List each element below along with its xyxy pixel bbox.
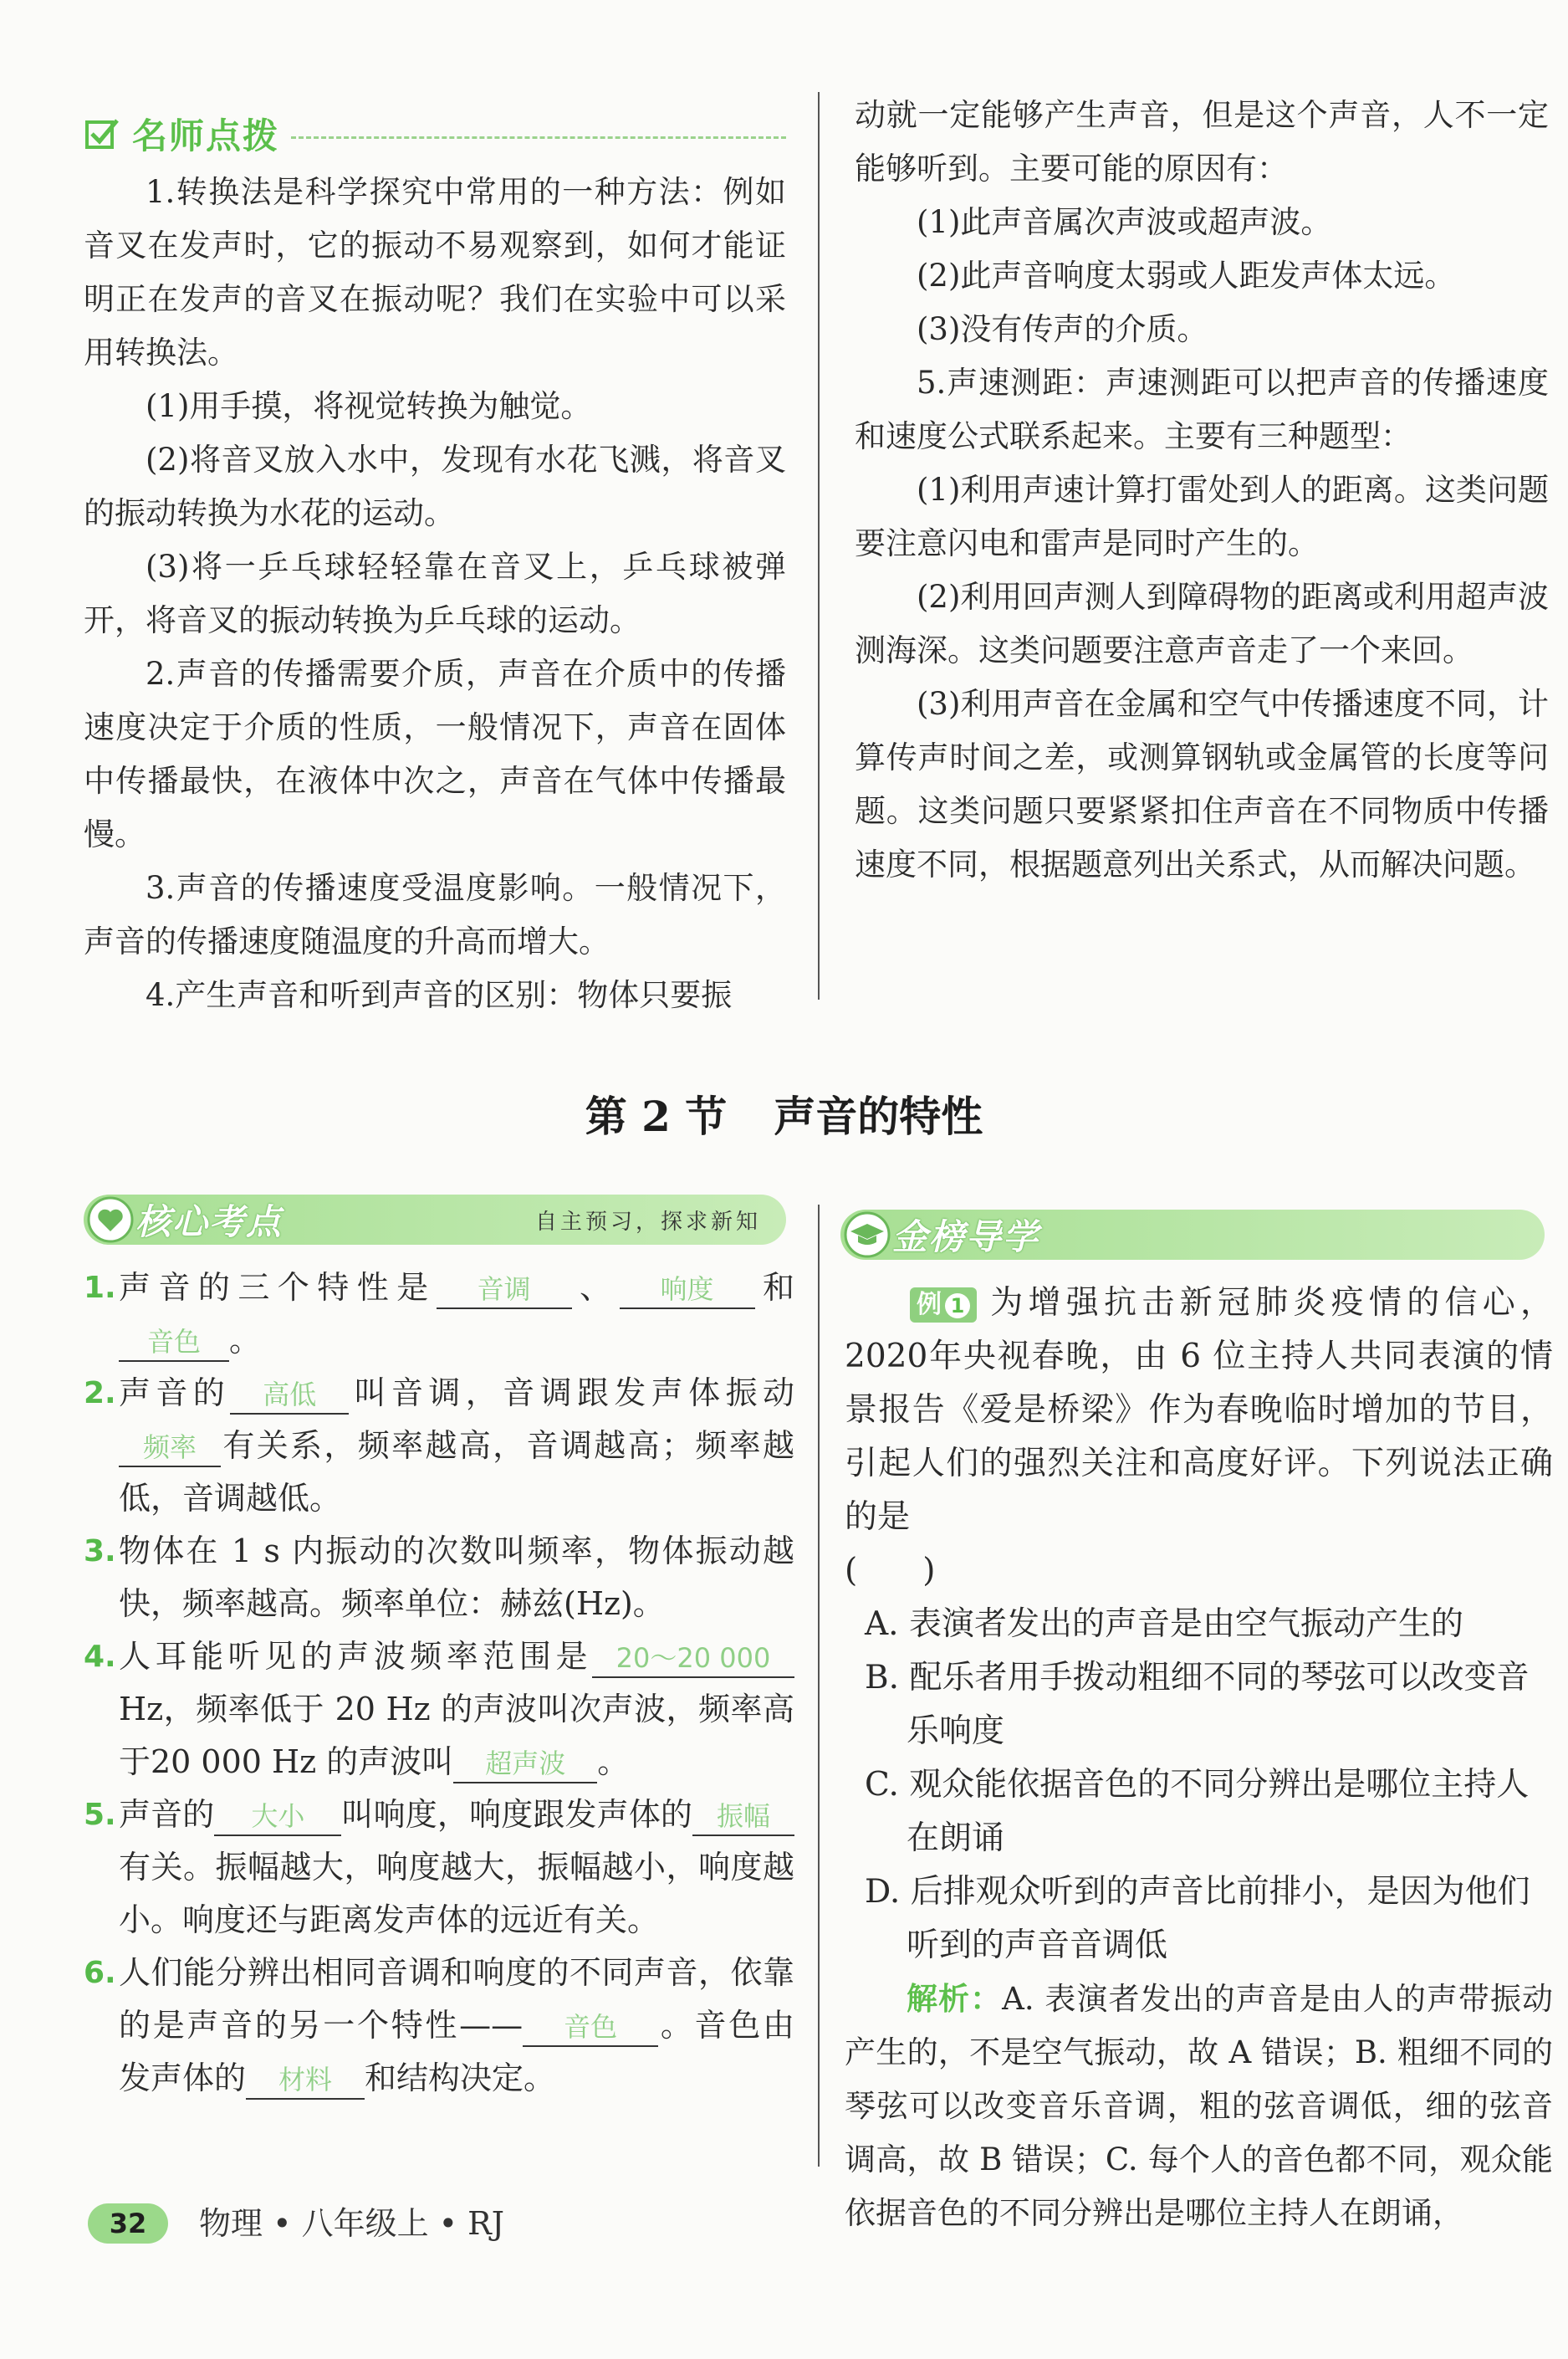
answer-paren: ( ) bbox=[845, 1552, 936, 1589]
footer-book-info: 物理 • 八年级上 • RJ bbox=[199, 2205, 504, 2242]
checkbox-icon bbox=[84, 115, 120, 152]
tips-paragraph: 3.声音的传播速度受温度影响。一般情况下，声音的传播速度随温度的升高而增大。 bbox=[84, 870, 786, 959]
core-subtitle: 自主预习，探求新知 bbox=[534, 1209, 761, 1235]
page-number: 32 bbox=[88, 2203, 168, 2244]
example-tag-label: 例 bbox=[917, 1290, 942, 1319]
answer-blank: 频率 bbox=[119, 1429, 221, 1467]
graduation-cap-icon bbox=[842, 1211, 892, 1258]
tips-paragraph: (3)利用声音在金属和空气中传播速度不同，计算传声时间之差，或测算钢轨或金属管的长度等问题。这类问题只要紧紧扣住声音在不同物质中传播速度不同，根据题意列出关系式，从而解决问题。 bbox=[855, 686, 1549, 883]
item-text: 物体在 1 s 内振动的次数叫频率，物体振动越快，频率越高。频率单位：赫兹(Hz)。 bbox=[119, 1533, 794, 1622]
tips-divider bbox=[291, 136, 786, 139]
item-text: 、 bbox=[571, 1269, 620, 1306]
list-item bbox=[84, 1788, 794, 1947]
guide-banner bbox=[840, 1210, 1545, 1260]
core-banner bbox=[84, 1195, 786, 1245]
tips-left-column bbox=[84, 166, 786, 1022]
core-list bbox=[84, 1261, 794, 2105]
item-text: 叫音调，音调跟发声体振动 bbox=[349, 1374, 794, 1411]
section-name: 声音的特性 bbox=[774, 1092, 983, 1141]
answer-blank: 响度 bbox=[620, 1271, 755, 1309]
analysis-label: 解析： bbox=[907, 1981, 1003, 2017]
tips-paragraph: (1)此声音属次声波或超声波。 bbox=[917, 204, 1332, 240]
list-item bbox=[84, 1261, 794, 1367]
answer-blank: 音色 bbox=[523, 2008, 658, 2047]
example-block bbox=[845, 1277, 1553, 2240]
item-number: 4. bbox=[84, 1640, 116, 1674]
tips-section bbox=[84, 109, 786, 1022]
tips-paragraph: (3)没有传声的介质。 bbox=[917, 311, 1208, 347]
tips-paragraph: 2.声音的传播需要介质，声音在介质中的传播速度决定于介质的性质，一般情况下，声音在固体中传播最快，在液体中次之，声音在气体中传播最慢。 bbox=[84, 656, 786, 852]
option-a: A. 表演者发出的声音是由空气振动产生的 bbox=[865, 1605, 1463, 1643]
item-number: 3. bbox=[84, 1534, 116, 1568]
item-text: 人们能分辨出相同音调和响度的不同声音，依靠的是声音的另一个特性—— bbox=[119, 1954, 794, 2044]
tips-paragraph: (2)利用回声测人到障碍物的距离或利用超声波测海深。这类问题要注意声音走了一个来回。 bbox=[855, 579, 1549, 668]
answer-blank: 音调 bbox=[437, 1271, 572, 1309]
section-title bbox=[0, 1083, 1568, 1144]
tips-paragraph: (1)用手摸，将视觉转换为触觉。 bbox=[146, 388, 592, 424]
analysis bbox=[845, 1973, 1553, 2240]
answer-blank: 20～20 000 bbox=[592, 1640, 794, 1678]
answer-blank: 材料 bbox=[246, 2061, 365, 2100]
item-text: Hz，频率低于 20 Hz 的声波叫次声波，频率高于20 000 Hz 的声波叫 bbox=[119, 1691, 794, 1780]
item-text: 。音色由发声体的 bbox=[119, 2007, 794, 2096]
heart-icon bbox=[85, 1196, 135, 1243]
question-text: 为增强抗击新冠肺炎疫情的信心，2020年央视春晚，由 6 位主持人共同表演的情景报告《爱是桥梁》作为春晚临时增加的节目，引起人们的强烈关注和高度好评。下列说法正确的是 bbox=[845, 1284, 1553, 1536]
tips-paragraph: (1)利用声速计算打雷处到人的距离。这类问题要注意闪电和雷声是同时产生的。 bbox=[855, 472, 1549, 561]
answer-blank: 超声波 bbox=[453, 1745, 597, 1783]
item-text: 声音的三个特性是 bbox=[119, 1269, 437, 1306]
tips-title: 名师点拨 bbox=[132, 115, 280, 156]
item-text: 。 bbox=[597, 1743, 630, 1780]
tips-paragraph: 4.产生声音和听到声音的区别：物体只要振 bbox=[146, 977, 733, 1013]
answer-blank: 高低 bbox=[230, 1376, 349, 1415]
list-item bbox=[84, 1367, 794, 1525]
column-divider-bottom bbox=[818, 1205, 820, 2167]
analysis-text: A. 表演者发出的声音是由人的声带振动产生的，不是空气振动，故 A 错误；B. 粗细不同的琴弦可以改变音乐音调，粗的弦音调低，细的弦音调高，故 B 错误；C. 每个人的音色都不同，观众能依据音色的不同分辨出是哪位主持人在朗诵， bbox=[845, 1981, 1553, 2231]
guide-title: 金榜导学 bbox=[892, 1216, 1040, 1257]
option-b: B. 配乐者用手拨动粗细不同的琴弦可以改变音乐响度 bbox=[865, 1659, 1530, 1750]
item-number: 1. bbox=[84, 1271, 116, 1305]
item-number: 6. bbox=[84, 1956, 116, 1990]
tips-paragraph: (2)将音叉放入水中，发现有水花飞溅，将音叉的振动转换为水花的运动。 bbox=[84, 442, 786, 531]
core-title: 核心考点 bbox=[135, 1201, 283, 1242]
example-tag bbox=[910, 1287, 977, 1323]
tips-paragraph: 1.转换法是科学探究中常用的一种方法：例如音叉在发声时，它的振动不易观察到，如何才能证明正在发声的音叉在振动呢？我们在实验中可以采用转换法。 bbox=[84, 174, 786, 371]
item-text: 和结构决定。 bbox=[365, 2060, 556, 2096]
list-item bbox=[84, 1630, 794, 1788]
tips-continuation: 动就一定能够产生声音，但是这个声音，人不一定能够听到。主要可能的原因有： bbox=[855, 97, 1549, 187]
item-text: 叫响度，响度跟发声体的 bbox=[341, 1796, 692, 1833]
tips-paragraph: (3)将一乒乓球轻轻靠在音叉上，乒乓球被弹开，将音叉的振动转换为乒乓球的运动。 bbox=[84, 549, 786, 638]
list-item bbox=[84, 1525, 794, 1630]
section-number: 第 2 节 bbox=[585, 1092, 728, 1141]
tips-header bbox=[84, 109, 786, 159]
item-text: 声音的 bbox=[119, 1374, 231, 1411]
answer-blank: 振幅 bbox=[692, 1798, 794, 1836]
item-text: 和 bbox=[754, 1269, 794, 1306]
tips-paragraph: (2)此声音响度太弱或人距发声体太远。 bbox=[917, 258, 1456, 294]
item-number: 5. bbox=[84, 1798, 116, 1832]
list-item bbox=[84, 1947, 794, 2105]
item-text: 声音的 bbox=[119, 1796, 215, 1833]
tips-right-column bbox=[855, 89, 1549, 892]
example-number: 1 bbox=[945, 1293, 970, 1318]
item-number: 2. bbox=[84, 1376, 116, 1410]
item-text: 有关系，频率越高，音调越高；频率越低，音调越低。 bbox=[119, 1427, 794, 1517]
item-text: 。 bbox=[229, 1322, 262, 1359]
option-d: D. 后排观众听到的声音比前排小，是因为他们听到的声音音调低 bbox=[865, 1873, 1530, 1964]
item-text: 有关。振幅越大，响度越大，振幅越小，响度越小。响度还与距离发声体的远近有关。 bbox=[119, 1849, 794, 1938]
column-divider-top bbox=[818, 92, 820, 1000]
item-text: 人耳能听见的声波频率范围是 bbox=[119, 1638, 592, 1675]
answer-blank: 音色 bbox=[119, 1323, 229, 1362]
answer-blank: 大小 bbox=[214, 1798, 341, 1836]
tips-paragraph: 5.声速测距：声速测距可以把声音的传播速度和速度公式联系起来。主要有三种题型： bbox=[855, 365, 1549, 454]
example-question bbox=[845, 1277, 1553, 1544]
option-c: C. 观众能依据音色的不同分辨出是哪位主持人在朗诵 bbox=[865, 1766, 1530, 1857]
